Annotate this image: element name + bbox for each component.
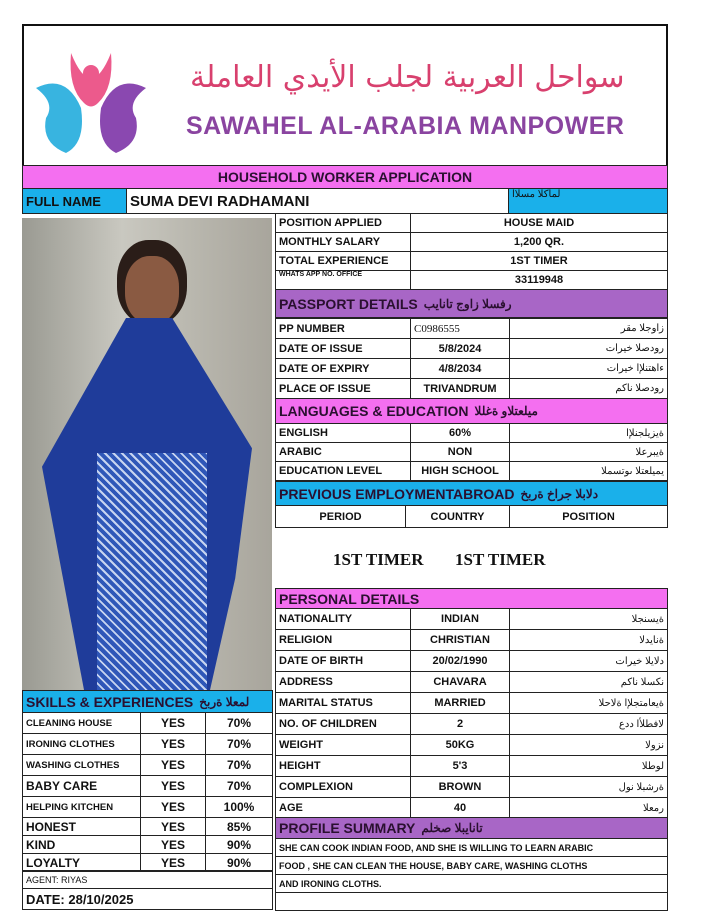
column-position: POSITION xyxy=(509,505,668,528)
skills-section-arabic: لمعلا ةربخ xyxy=(199,694,250,709)
personal-arabic: ةيسنجلا xyxy=(509,608,668,630)
languages-section xyxy=(275,398,668,424)
language-value: HIGH SCHOOL xyxy=(410,461,510,481)
profile-summary-section-arabic: تانايبلا صخلم xyxy=(421,821,483,835)
skill-percent: 100% xyxy=(205,796,273,818)
previous-employment-section xyxy=(275,481,668,506)
passport-arabic: رودصلا خيرات xyxy=(509,338,668,359)
personal-arabic: ةيعامتجلإا ةلاحلا xyxy=(509,692,668,714)
skill-label: BABY CARE xyxy=(22,775,141,797)
personal-value: 20/02/1990 xyxy=(410,650,510,672)
profile-summary-section xyxy=(275,817,668,839)
personal-label: COMPLEXION xyxy=(275,776,411,798)
personal-value: 40 xyxy=(410,797,510,819)
company-logo-icon xyxy=(26,48,156,158)
previous-employment-section-title: PREVIOUS EMPLOYMENTABROAD xyxy=(279,485,515,502)
summary-line xyxy=(275,892,668,911)
passport-value: 5/8/2024 xyxy=(410,338,510,359)
personal-value: INDIAN xyxy=(410,608,510,630)
previous-employment-section-arabic: دلابلا جراخ ةربخ xyxy=(520,486,599,501)
skill-label: IRONING CLOTHES xyxy=(22,733,141,755)
company-name-arabic: سواحل العربية لجلب الأيدي العاملة xyxy=(190,60,625,95)
language-arabic: يميلعتلا ىوتسملا xyxy=(509,461,668,481)
personal-arabic: دلايلا خيرات xyxy=(509,650,668,672)
skill-value: YES xyxy=(140,733,206,755)
skill-percent: 70% xyxy=(205,733,273,755)
summary-line: AND IRONING CLOTHS. xyxy=(275,874,668,893)
agent-name: AGENT: RIYAS xyxy=(22,870,273,889)
skill-label: LOYALTY xyxy=(22,853,141,872)
skill-percent: 70% xyxy=(205,754,273,776)
personal-label: AGE xyxy=(275,797,411,819)
personal-arabic: ةنايدلا xyxy=(509,629,668,651)
language-value: NON xyxy=(410,442,510,462)
language-label: ENGLISH xyxy=(275,423,411,443)
personal-label: ADDRESS xyxy=(275,671,411,693)
profile-summary-section-title: PROFILE SUMMARY xyxy=(279,820,416,836)
summary-line: FOOD , SHE CAN CLEAN THE HOUSE, BABY CARE, WASHING CLOTHS xyxy=(275,856,668,875)
passport-arabic: زاوجلا مقر xyxy=(509,318,668,339)
skills-section-title: SKILLS & EXPERIENCES xyxy=(26,693,194,710)
job-value: 1ST TIMER xyxy=(410,251,668,271)
passport-arabic: رودصلا ناكم xyxy=(509,378,668,399)
personal-label: MARITAL STATUS xyxy=(275,692,411,714)
job-value: HOUSE MAID xyxy=(410,213,668,233)
skill-label: KIND xyxy=(22,835,141,854)
skill-value: YES xyxy=(140,796,206,818)
passport-section-arabic: رفسلا زاوج تانايب xyxy=(423,296,512,311)
skill-percent: 85% xyxy=(205,817,273,836)
personal-label: RELIGION xyxy=(275,629,411,651)
skill-value: YES xyxy=(140,853,206,872)
skill-label: HELPING KITCHEN xyxy=(22,796,141,818)
skill-value: YES xyxy=(140,754,206,776)
passport-value: C0986555 xyxy=(410,318,510,339)
language-arabic: ةيزيلجنلإا xyxy=(509,423,668,443)
skill-percent: 70% xyxy=(205,712,273,734)
passport-label: DATE OF EXPIRY xyxy=(275,358,411,379)
passport-label: PLACE OF ISSUE xyxy=(275,378,411,399)
passport-section xyxy=(275,289,668,318)
previous-period-value: 1ST TIMER xyxy=(333,550,424,569)
skill-percent: 70% xyxy=(205,775,273,797)
personal-value: CHRISTIAN xyxy=(410,629,510,651)
personal-label: NO. OF CHILDREN xyxy=(275,713,411,735)
languages-section-arabic: ميلعتلاو ةغللا xyxy=(474,404,538,418)
full-name-value: SUMA DEVI RADHAMANI xyxy=(126,188,509,214)
personal-arabic: لوطلا xyxy=(509,755,668,777)
passport-value: 4/8/2034 xyxy=(410,358,510,379)
passport-section-title: PASSPORT DETAILS xyxy=(279,295,418,312)
language-label: EDUCATION LEVEL xyxy=(275,461,411,481)
skill-label: CLEANING HOUSE xyxy=(22,712,141,734)
skill-label: HONEST xyxy=(22,817,141,836)
skill-percent: 90% xyxy=(205,835,273,854)
job-label: WHATS APP NO. OFFICE xyxy=(275,270,411,290)
application-date: DATE: 28/10/2025 xyxy=(22,888,273,910)
language-value: 60% xyxy=(410,423,510,443)
passport-arabic: ءاهتنلإا خيرات xyxy=(509,358,668,379)
personal-value: CHAVARA xyxy=(410,671,510,693)
skill-value: YES xyxy=(140,817,206,836)
skill-value: YES xyxy=(140,775,206,797)
skill-value: YES xyxy=(140,712,206,734)
personal-value: MARRIED xyxy=(410,692,510,714)
personal-arabic: ةرشبلا نول xyxy=(509,776,668,798)
skill-percent: 90% xyxy=(205,853,273,872)
company-name-english: SAWAHEL AL-ARABIA MANPOWER xyxy=(186,112,625,140)
worker-photo xyxy=(22,218,272,690)
job-label: TOTAL EXPERIENCE xyxy=(275,251,411,271)
personal-section-title: PERSONAL DETAILS xyxy=(279,590,420,607)
language-arabic: ةيبرعلا xyxy=(509,442,668,462)
job-value: 33119948 xyxy=(410,270,668,290)
personal-label: WEIGHT xyxy=(275,734,411,756)
passport-value: TRIVANDRUM xyxy=(410,378,510,399)
skill-label: WASHING CLOTHES xyxy=(22,754,141,776)
column-period: PERIOD xyxy=(275,505,406,528)
passport-label: PP NUMBER xyxy=(275,318,411,339)
personal-value: 2 xyxy=(410,713,510,735)
personal-value: 5'3 xyxy=(410,755,510,777)
languages-section-title: LANGUAGES & EDUCATION xyxy=(279,403,469,419)
personal-value: BROWN xyxy=(410,776,510,798)
personal-label: NATIONALITY xyxy=(275,608,411,630)
full-name-label: FULL NAME xyxy=(22,188,127,214)
personal-arabic: رمعلا xyxy=(509,797,668,819)
personal-label: DATE OF BIRTH xyxy=(275,650,411,672)
job-value: 1,200 QR. xyxy=(410,232,668,252)
skill-value: YES xyxy=(140,835,206,854)
passport-label: DATE OF ISSUE xyxy=(275,338,411,359)
personal-arabic: لافطلأا ددع xyxy=(509,713,668,735)
personal-section xyxy=(275,588,668,609)
summary-line: SHE CAN COOK INDIAN FOOD, AND SHE IS WILLING TO LEARN ARABIC xyxy=(275,838,668,857)
previous-country-value: 1ST TIMER xyxy=(455,550,546,569)
form-title: HOUSEHOLD WORKER APPLICATION xyxy=(22,165,668,189)
job-label: POSITION APPLIED xyxy=(275,213,411,233)
job-label: MONTHLY SALARY xyxy=(275,232,411,252)
personal-arabic: نزولا xyxy=(509,734,668,756)
language-label: ARABIC xyxy=(275,442,411,462)
personal-label: HEIGHT xyxy=(275,755,411,777)
personal-arabic: نكسلا ناكم xyxy=(509,671,668,693)
personal-value: 50KG xyxy=(410,734,510,756)
column-country: COUNTRY xyxy=(405,505,510,528)
skills-section xyxy=(22,690,273,713)
full-name-arabic: لماكلا مسلاا xyxy=(508,188,668,214)
